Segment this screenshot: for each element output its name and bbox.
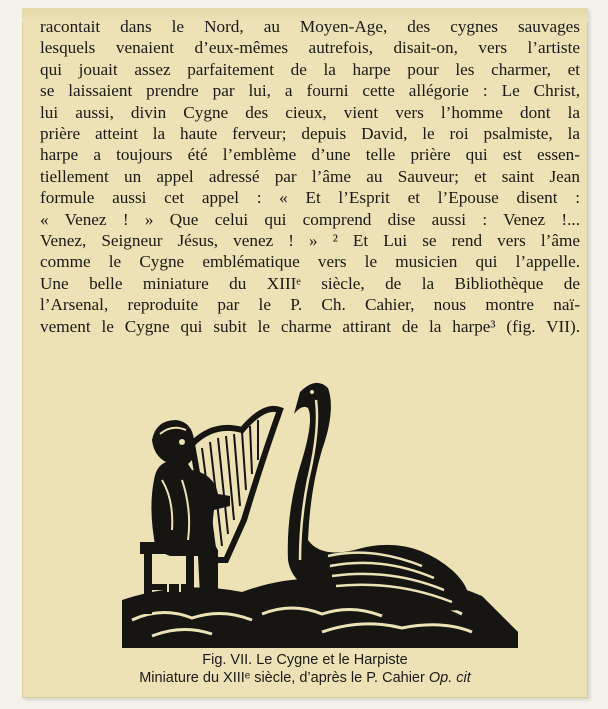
article-line: racontait dans le Nord, au Moyen-Age, des cygnes sauvages <box>40 17 580 36</box>
newspaper-clipping <box>22 8 588 698</box>
figure-caption-source <box>22 670 588 686</box>
article-line: lesquels venaient d’eux-mêmes autrefois, disait-on, vers l’artiste <box>40 38 580 58</box>
woodcut-illustration <box>122 370 518 648</box>
article-line: vement le Cygne qui subit le charme attirant de la harpe³ (fig. VII). <box>40 316 580 336</box>
artist-signature: LCL <box>480 619 504 633</box>
article-line: se laissaient prendre par lui, a fourni cette allégorie : Le Christ, <box>40 81 580 101</box>
caption-source-text: Miniature du XIIIᵉ siècle, d’après le P. Cahier <box>139 670 425 686</box>
article-line: Une belle miniature du XIIIᵉ siècle, de la Bibliothèque de <box>40 273 580 293</box>
caption-op-cit: Op. cit <box>428 670 471 686</box>
article-line: formule aussi cet appel : « Et l’Esprit et l’Epouse disent : <box>40 188 580 208</box>
article-line: lui aussi, divin Cygne des cieux, vient vers l’homme dont la <box>40 102 580 122</box>
swan <box>288 383 468 611</box>
article-line: tiellement un appel adressé par l’âme au Sauveur; et saint Jean <box>40 166 580 186</box>
article-line: « Venez ! » Que celui qui comprend dise aussi : Venez !... <box>40 209 580 229</box>
article-line: l’Arsenal, reproduite par le P. Ch. Cahier, nous montre naï- <box>40 295 580 315</box>
figure-caption-title: Fig. VII. Le Cygne et le Harpiste <box>202 652 408 668</box>
article-line: comme le Cygne emblématique vers le musicien qui l’appelle. <box>40 252 580 272</box>
article-line: prière atteint la haute ferveur; depuis David, le roi psalmiste, la <box>40 124 580 144</box>
article-line: qui jouait assez parfaitement de la harpe pour les charmer, et <box>40 59 580 79</box>
article-line: Venez, Seigneur Jésus, venez ! » ² Et Lui se rend vers l’âme <box>40 231 580 251</box>
article-text <box>40 16 580 337</box>
article-line: harpe a toujours été l’emblème d’une telle prière qui est essen- <box>40 145 580 165</box>
